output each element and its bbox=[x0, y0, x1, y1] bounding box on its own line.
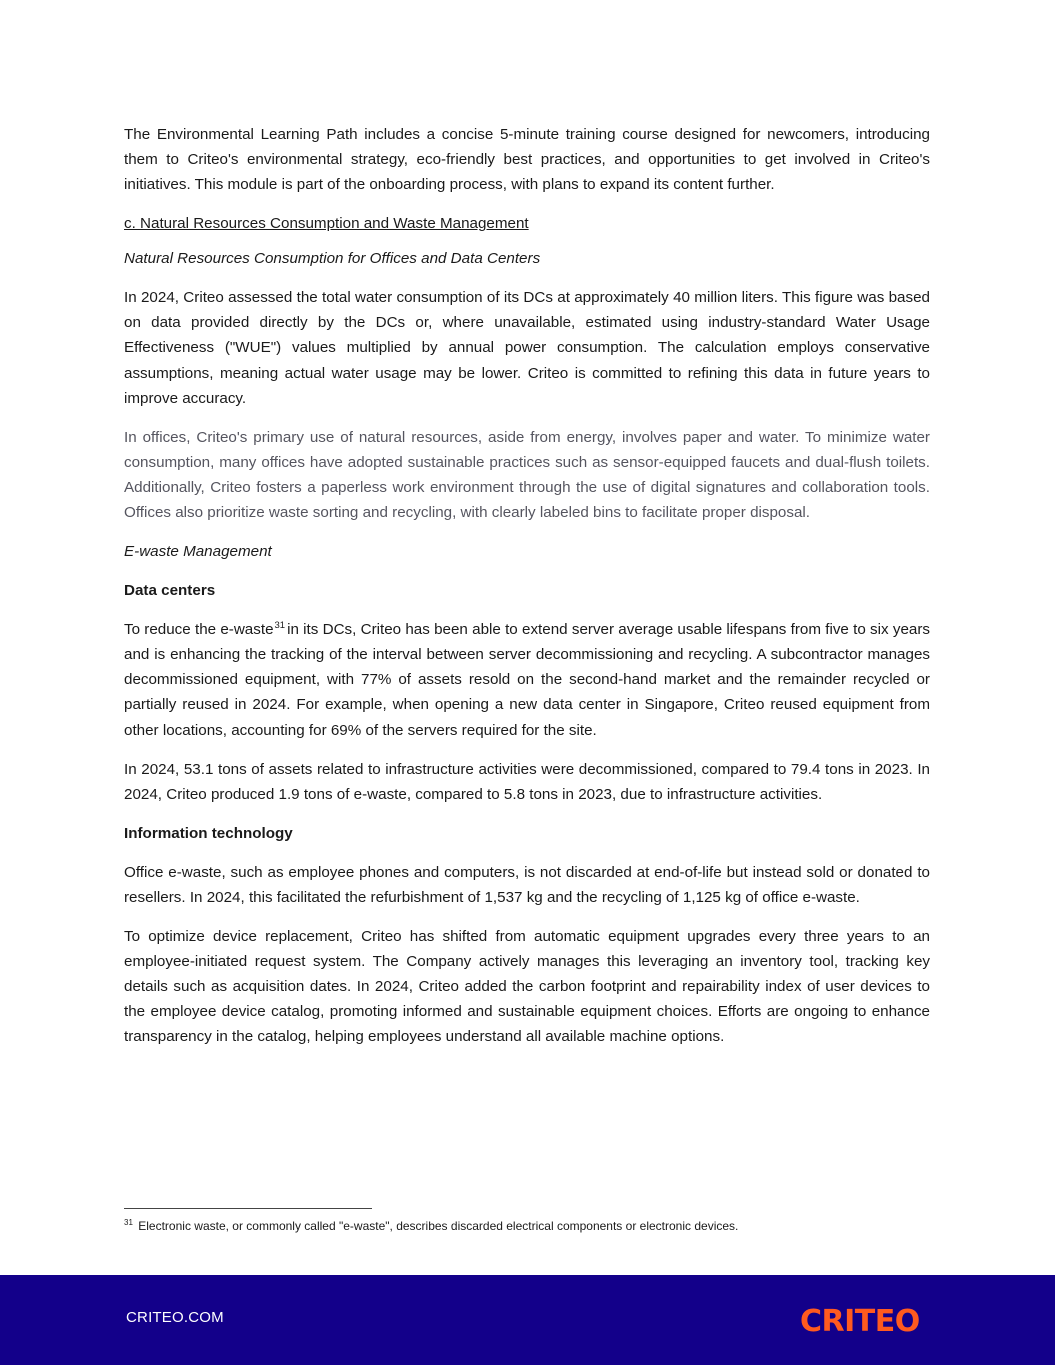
section-heading: c. Natural Resources Consumption and Waste Management bbox=[124, 215, 529, 233]
footnote-text: Electronic waste, or commonly called "e-waste", describes discarded electrical components or electronic devices. bbox=[138, 1219, 739, 1233]
heading-information-technology: Information technology bbox=[124, 824, 293, 842]
offices-paragraph: In offices, Criteo's primary use of natural resources, aside from energy, involves paper and water. To minimize water consumption, many offices have adopted sustainable practices such as sensor-equipped faucets and dual-flush toilets. Additionally, Criteo fosters a paperless work environment through the use of digital signatures and collaboration tools. Offices also prioritize waste sorting and recycling, with clearly labeled bins to facilitate proper disposal. bbox=[124, 428, 930, 522]
footer-bar bbox=[0, 1275, 1055, 1365]
footnote bbox=[124, 1218, 930, 1234]
footnote-divider bbox=[124, 1208, 372, 1209]
device-replacement-paragraph: To optimize device replacement, Criteo has shifted from automatic equipment upgrades every three years to an employee-initiated request system. The Company actively manages this leveraging an inventory tool, tracking key details such as acquisition dates. In 2024, Criteo added the carbon footprint and repairability index of user devices to the employee device catalog, promoting informed and sustainable equipment choices. Efforts are ongoing to enhance transparency in the catalog, helping employees understand all available machine options. bbox=[124, 927, 930, 1046]
heading-data-centers: Data centers bbox=[124, 582, 216, 600]
subheading-ewaste: E-waste Management bbox=[124, 543, 272, 561]
tons-paragraph: In 2024, 53.1 tons of assets related to infrastructure activities were decommissioned, compared to 79.4 tons in 2023. In 2024, Criteo produced 1.9 tons of e-waste, compared to 5.8 tons in 2023, due to infrastructure activities. bbox=[124, 760, 930, 803]
footnote-reference[interactable]: 31 bbox=[274, 620, 286, 632]
footnote-number: 31 bbox=[124, 1218, 133, 1227]
dc-paragraph-start: To reduce the e-waste bbox=[124, 621, 274, 639]
criteo-logo: CRITEO bbox=[800, 1304, 920, 1339]
intro-paragraph: The Environmental Learning Path includes a concise 5-minute training course designed for newcomers, introducing them to Criteo's environmental strategy, eco-friendly best practices, and opportunities to get involved in Criteo's initiatives. This module is part of the onboarding process, with plans to expand its content further. bbox=[124, 126, 930, 194]
page-body bbox=[124, 122, 930, 1063]
water-consumption-paragraph: In 2024, Criteo assessed the total water consumption of its DCs at approximately 40 million liters. This figure was based on data provided directly by the DCs or, where unavailable, estimated using industry-standard Water Usage Effectiveness ("WUE") values multiplied by annual power consumption. The calculation employs conservative assumptions, meaning actual water usage may be lower. Criteo is committed to refining this data in future years to improve accuracy. bbox=[124, 289, 930, 407]
data-centers-paragraph bbox=[124, 617, 930, 742]
dc-paragraph-rest: in its DCs, Criteo has been able to extend server average usable lifespans from five to six years and is enhancing the tracking of the interval between server decommissioning and recycling. A subcontractor manages decommissioned equipment, with 77% of assets resold on the second-hand market and the remainder recycled or partially reused in 2024. For example, when opening a new data center in Singapore, Criteo reused equipment from other locations, accounting for 69% of the servers required for the site. bbox=[124, 621, 930, 739]
office-ewaste-paragraph: Office e-waste, such as employee phones and computers, is not discarded at end-of-life but instead sold or donated to resellers. In 2024, this facilitated the refurbishment of 1,537 kg and the recycling of 1,125 kg of office e-waste. bbox=[124, 863, 930, 906]
subheading-natural-resources: Natural Resources Consumption for Offices and Data Centers bbox=[124, 250, 541, 268]
footer-url-link[interactable]: CRITEO.COM bbox=[126, 1309, 224, 1326]
